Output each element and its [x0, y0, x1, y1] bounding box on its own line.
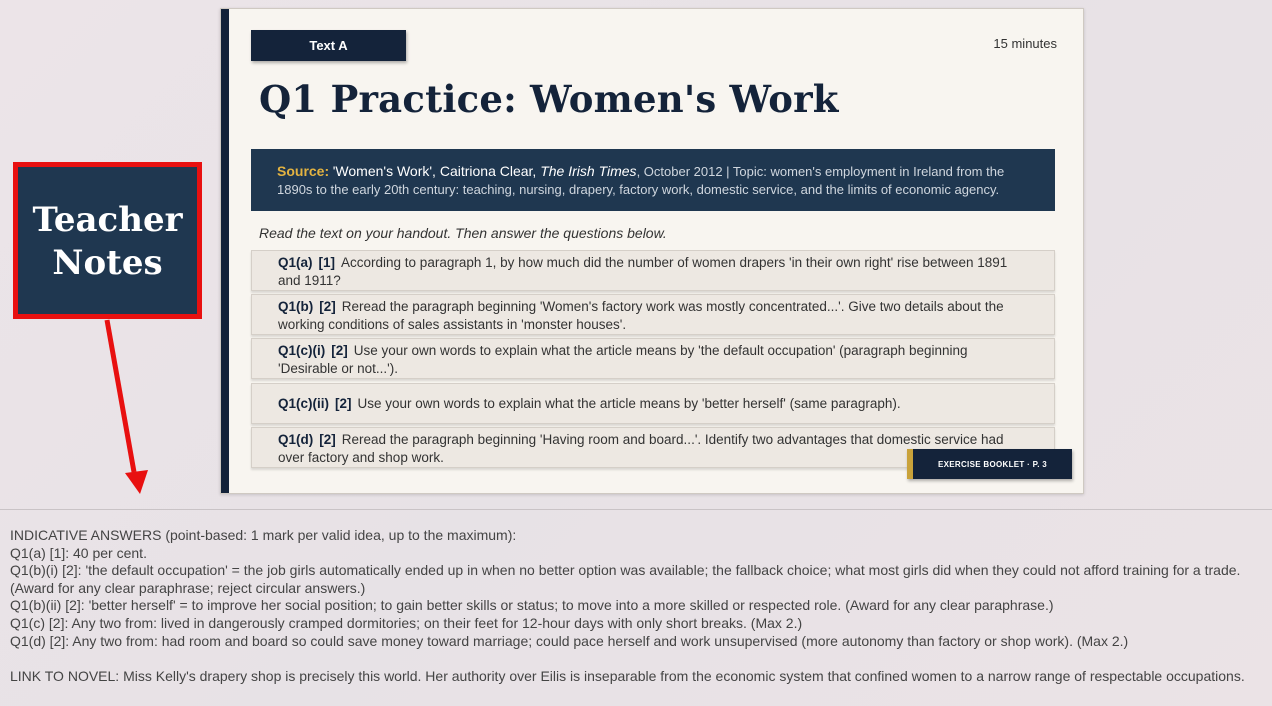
question-text: Reread the paragraph beginning 'Having room and board...'. Identify two advantages that domestic service had over factory and shop work.: [278, 432, 1004, 465]
source-publication: The Irish Times: [540, 163, 637, 179]
slide-title: Q1 Practice: Women's Work: [259, 77, 839, 121]
question-marks: [2]: [335, 396, 352, 411]
instruction: Read the text on your handout. Then answer the questions below.: [259, 225, 667, 241]
source-label: Source:: [277, 163, 330, 179]
source-author: 'Women's Work', Caitriona Clear,: [332, 163, 541, 179]
notes-line: Q1(b)(ii) [2]: 'better herself' = to improve her social position; to gain better skills or status; to move into a more skilled or respected role. (Award for any clear paraphrase.): [10, 597, 1054, 614]
question-marks: [2]: [319, 299, 336, 314]
notes-line: Q1(a) [1]: 40 per cent.: [10, 544, 147, 561]
question-id: Q1(a): [278, 255, 313, 270]
question-text: Use your own words to explain what the article means by 'better herself' (same paragraph).: [357, 396, 901, 411]
notes-line: Q1(b)(i) [2]: 'the default occupation' = the job girls automatically ended up in when no better option was available; the fallback choice; what most girls did when they could not afford training for a trade. (Award for any clear paraphrase; reject circular answers.): [10, 562, 1241, 596]
question-marks: [1]: [318, 255, 336, 270]
time-label: 15 minutes: [993, 36, 1057, 51]
teacher-notes-line1: Teacher: [32, 200, 183, 240]
notes-link: LINK TO NOVEL: Miss Kelly's drapery shop is precisely this world. Her authority over Eilis is inseparable from the economic system that confined women to a narrow range of respectable occupations.: [10, 667, 1245, 684]
notes-line: Q1(d) [2]: Any two from: had room and board so could save money toward marriage; could pace herself and work unsupervised (more autonomy than factory or shop work). (Max 2.): [10, 632, 1129, 649]
text-tag: Text A: [251, 30, 406, 61]
question-id: Q1(c)(ii): [278, 396, 330, 411]
question-text: Use your own words to explain what the article means by 'the default occupation' (paragraph beginning 'Desirable or not...').: [278, 343, 968, 376]
question-marks: [2]: [331, 343, 348, 358]
question-text: According to paragraph 1, by how much did the number of women drapers 'in their own right' rise between 1891 and 1911?: [278, 255, 1008, 288]
speaker-notes[interactable]: [0, 509, 1272, 706]
question-text: Reread the paragraph beginning 'Women's factory work was mostly concentrated...'. Give two details about the working conditions of sales assistants in 'monster houses'.: [278, 299, 1004, 332]
notes-line: INDICATIVE ANSWERS (point-based: 1 mark per valid idea, up to the maximum):: [10, 527, 517, 543]
question-id: Q1(b): [278, 299, 314, 314]
notes-line: Q1(c) [2]: Any two from: lived in dangerously cramped dormitories; on their feet for 12-hour days with only short breaks. (Max 2.): [10, 614, 803, 631]
exercise-booklet-badge: EXERCISE BOOKLET · P. 3: [907, 449, 1072, 479]
teacher-notes-line2: Notes: [52, 243, 163, 283]
question-id: Q1(d): [278, 432, 314, 447]
question-id: Q1(c)(i): [278, 343, 326, 358]
question-marks: [2]: [319, 432, 336, 447]
source-topic: , October 2012 | Topic: women's employment in Ireland from the 1890s to the early 20th century: teaching, nursing, drapery, factory work, domestic service, and the limits of economic agency.: [277, 164, 1005, 197]
